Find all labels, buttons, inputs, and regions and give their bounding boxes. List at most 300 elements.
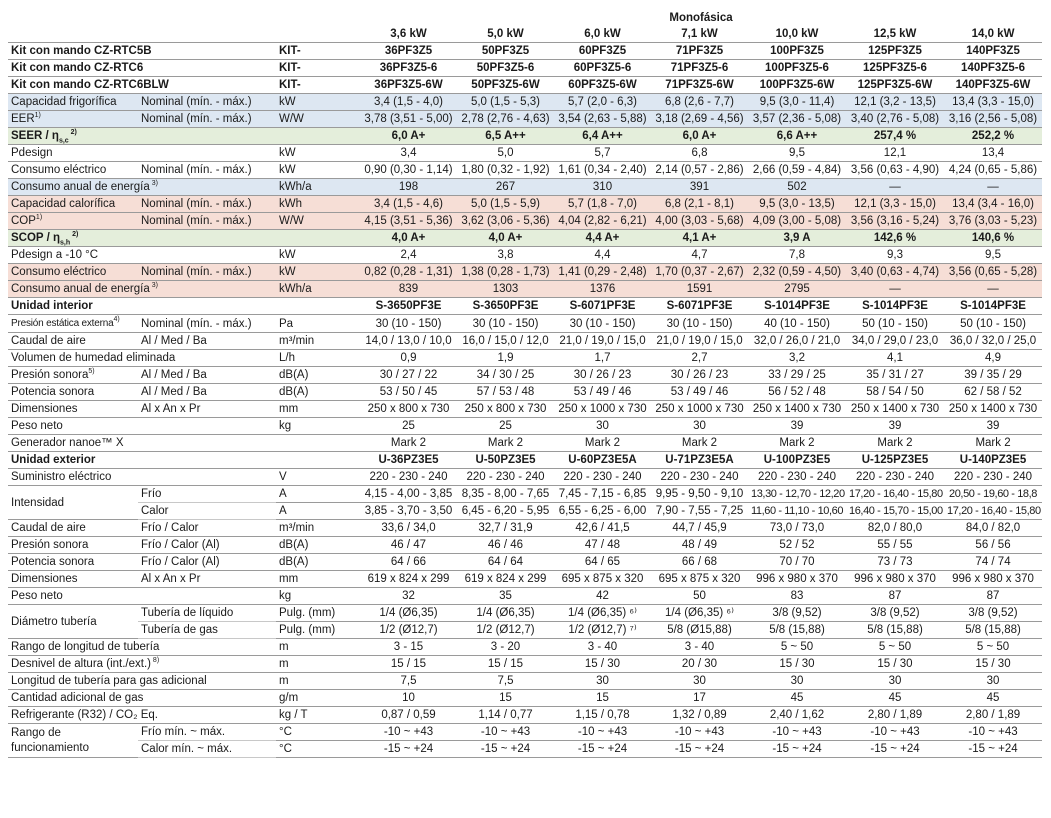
row-unit: Pa — [276, 315, 360, 333]
spec-value: 15 / 15 — [360, 656, 457, 673]
row-label-text: Generador nanoe™ X — [11, 437, 124, 449]
power-header: 12,5 kW — [846, 26, 944, 43]
row-label-text: Presión estática externa — [11, 318, 114, 329]
spec-value: 9,5 (3,0 - 13,5) — [748, 196, 846, 213]
spec-value: 17,20 - 16,40 - 15,80 — [846, 486, 944, 503]
spec-value: 1,7 — [554, 350, 651, 367]
row-label-text: Unidad interior — [11, 300, 93, 312]
spec-value: -15 ~ +24 — [457, 741, 554, 758]
label-subscript: s,c — [58, 137, 69, 145]
row-unit: dB(A) — [276, 367, 360, 384]
spec-value: 5,7 (2,0 - 6,3) — [554, 94, 651, 111]
spec-value: 30 — [944, 673, 1042, 690]
spec-value: 30 — [748, 673, 846, 690]
spec-value: 4,0 A+ — [360, 230, 457, 247]
spec-value: 39 — [944, 418, 1042, 435]
spec-value: 74 / 74 — [944, 554, 1042, 571]
spec-value: 4,00 (3,03 - 5,68) — [651, 213, 748, 230]
spec-value: 7,8 — [748, 247, 846, 264]
spec-value: 3,56 (3,16 - 5,24) — [846, 213, 944, 230]
spec-value: 36PF3Z5-6W — [360, 77, 457, 94]
spec-value: 21,0 / 19,0 / 15,0 — [651, 333, 748, 350]
row-unit: KIT- — [276, 60, 360, 77]
spec-row-presion-son-int — [8, 367, 1042, 384]
spec-value: 220 - 230 - 240 — [944, 469, 1042, 486]
row-sub-label: Al x An x Pr — [138, 401, 276, 418]
spec-value: 6,55 - 6,25 - 6,00 — [554, 503, 651, 520]
spec-value: U-36PZ3E5 — [360, 452, 457, 469]
spec-value: 8,35 - 8,00 - 7,65 — [457, 486, 554, 503]
row-unit: mm — [276, 571, 360, 588]
spec-value: 100PF3Z5-6 — [748, 60, 846, 77]
row-label — [8, 401, 138, 418]
row-label — [8, 656, 276, 673]
spec-value: Mark 2 — [360, 435, 457, 452]
spec-value: 4,15 - 4,00 - 3,85 — [360, 486, 457, 503]
spec-value: 125PF3Z5 — [846, 43, 944, 60]
spec-row-caudal-ext — [8, 520, 1042, 537]
row-unit: kW — [276, 264, 360, 281]
spec-value: 3 - 20 — [457, 639, 554, 656]
spec-value: U-71PZ3E5A — [651, 452, 748, 469]
spec-value: -15 ~ +24 — [846, 741, 944, 758]
spec-value: 5,0 (1,5 - 5,9) — [457, 196, 554, 213]
spec-value: 20 / 30 — [651, 656, 748, 673]
spec-value: 250 x 1400 x 730 — [944, 401, 1042, 418]
spec-value: 1,80 (0,32 - 1,92) — [457, 162, 554, 179]
spec-value: 42,6 / 41,5 — [554, 520, 651, 537]
spec-value: 3,57 (2,36 - 5,08) — [748, 111, 846, 128]
row-label — [8, 281, 276, 298]
spec-value: -10 ~ +43 — [944, 724, 1042, 741]
spec-row-dim-ext — [8, 571, 1042, 588]
spec-value: 15 / 30 — [846, 656, 944, 673]
spec-row-cant-gas — [8, 690, 1042, 707]
spec-value: 13,4 (3,3 - 15,0) — [944, 94, 1042, 111]
spec-value: 30 — [554, 418, 651, 435]
spec-value: 17 — [651, 690, 748, 707]
spec-value: 56 / 56 — [944, 537, 1042, 554]
spec-value: 3 - 40 — [554, 639, 651, 656]
spec-value: — — [846, 179, 944, 196]
spec-value: Mark 2 — [846, 435, 944, 452]
spec-value: 16,40 - 15,70 - 15,00 — [846, 503, 944, 520]
row-group-label: Rango de funcionamiento — [8, 724, 138, 758]
spec-value: 6,8 (2,1 - 8,1) — [651, 196, 748, 213]
spec-row-kit-rtc6 — [8, 60, 1042, 77]
spec-value: 0,87 / 0,59 — [360, 707, 457, 724]
spec-value: S-1014PF3E — [748, 298, 846, 315]
spec-value: U-60PZ3E5A — [554, 452, 651, 469]
row-label — [8, 554, 138, 571]
spec-row-consumo-h — [8, 264, 1042, 281]
spec-row-anual-c — [8, 179, 1042, 196]
row-unit: m — [276, 673, 360, 690]
row-unit: kW — [276, 247, 360, 264]
spec-value: 3,16 (2,56 - 5,08) — [944, 111, 1042, 128]
row-label — [8, 571, 138, 588]
row-unit: KIT- — [276, 43, 360, 60]
row-label-text: Volumen de humedad eliminada — [11, 352, 176, 364]
spec-value: 1,15 / 0,78 — [554, 707, 651, 724]
spec-value: 9,5 (3,0 - 11,4) — [748, 94, 846, 111]
spec-value: 87 — [846, 588, 944, 605]
row-label — [8, 418, 276, 435]
spec-row-cap-cal — [8, 196, 1042, 213]
spec-value: 4,04 (2,82 - 6,21) — [554, 213, 651, 230]
spec-row-consumo-c — [8, 162, 1042, 179]
row-label-text: Refrigerante (R32) / CO₂ Eq. — [11, 709, 158, 721]
spec-value: 3,4 — [360, 145, 457, 162]
spec-value: 35 / 31 / 27 — [846, 367, 944, 384]
spec-value: 5,7 (1,8 - 7,0) — [554, 196, 651, 213]
spec-value: 3,78 (3,51 - 5,00) — [360, 111, 457, 128]
spec-row-peso-ext — [8, 588, 1042, 605]
row-unit: W/W — [276, 111, 360, 128]
spec-value: 64 / 65 — [554, 554, 651, 571]
row-label-text: Dimensiones — [11, 573, 78, 585]
spec-value: S-1014PF3E — [944, 298, 1042, 315]
row-unit: dB(A) — [276, 537, 360, 554]
spec-value: 3,4 (1,5 - 4,6) — [360, 196, 457, 213]
spec-value: 2,78 (2,76 - 4,63) — [457, 111, 554, 128]
power-header: 6,0 kW — [554, 26, 651, 43]
spec-value: 1/2 (Ø12,7) — [457, 622, 554, 639]
row-label — [8, 60, 276, 77]
row-label — [8, 435, 276, 452]
row-label-text: Longitud de tubería para gas adicional — [11, 675, 207, 687]
spec-value: 14,0 / 13,0 / 10,0 — [360, 333, 457, 350]
spec-value: 3/8 (9,52) — [846, 605, 944, 622]
spec-row-potencia-son-ext — [8, 554, 1042, 571]
spec-value: 0,90 (0,30 - 1,14) — [360, 162, 457, 179]
spec-value: 1,9 — [457, 350, 554, 367]
spec-row-rango-calor — [8, 741, 1042, 758]
spec-row-int-frio — [8, 486, 1042, 503]
spec-value: 5,0 — [457, 145, 554, 162]
spec-value: 1376 — [554, 281, 651, 298]
row-label — [8, 384, 138, 401]
row-label-text: Peso neto — [11, 420, 63, 432]
row-unit: kg / T — [276, 707, 360, 724]
row-label-text: Rango de longitud de tubería — [11, 641, 160, 653]
spec-value: 87 — [944, 588, 1042, 605]
spec-value: -10 ~ +43 — [360, 724, 457, 741]
spec-value: 2,80 / 1,89 — [944, 707, 1042, 724]
row-sub-label: Frío — [138, 486, 276, 503]
spec-value: 9,5 — [748, 145, 846, 162]
spec-value: 220 - 230 - 240 — [651, 469, 748, 486]
spec-value: 250 x 1000 x 730 — [554, 401, 651, 418]
row-sub-label: Nominal (mín. - máx.) — [138, 94, 276, 111]
spec-value: 6,45 - 6,20 - 5,95 — [457, 503, 554, 520]
spec-value: S-6071PF3E — [651, 298, 748, 315]
spec-value: 70 / 70 — [748, 554, 846, 571]
row-sub-label: Frío / Calor — [138, 520, 276, 537]
spec-row-cop — [8, 213, 1042, 230]
row-label — [8, 469, 276, 486]
row-unit — [276, 452, 360, 469]
spec-value: 52 / 52 — [748, 537, 846, 554]
spec-value: 1,70 (0,37 - 2,67) — [651, 264, 748, 281]
row-label — [8, 350, 276, 367]
spec-row-tub-liq — [8, 605, 1042, 622]
spec-value: 7,90 - 7,55 - 7,25 — [651, 503, 748, 520]
spec-row-seer — [8, 128, 1042, 145]
spec-value: 36PF3Z5-6 — [360, 60, 457, 77]
spec-value: 45 — [846, 690, 944, 707]
spec-value: 13,4 (3,4 - 16,0) — [944, 196, 1042, 213]
spec-value: 100PF3Z5 — [748, 43, 846, 60]
row-unit: °C — [276, 724, 360, 741]
row-unit: mm — [276, 401, 360, 418]
footnote-marker: 1) — [34, 112, 41, 120]
spec-value: 32,7 / 31,9 — [457, 520, 554, 537]
row-label — [8, 367, 138, 384]
footnote-marker: 5) — [88, 368, 95, 376]
row-unit: dB(A) — [276, 384, 360, 401]
spec-value: 36,0 / 32,0 / 25,0 — [944, 333, 1042, 350]
row-group-label: Intensidad — [8, 486, 138, 520]
row-unit: kWh/a — [276, 281, 360, 298]
row-label-text: Cantidad adicional de gas — [11, 692, 144, 704]
spec-value: 695 x 875 x 320 — [651, 571, 748, 588]
spec-value: 220 - 230 - 240 — [846, 469, 944, 486]
spec-value: 4,9 — [944, 350, 1042, 367]
spec-value: 30 (10 - 150) — [554, 315, 651, 333]
row-unit — [276, 128, 360, 145]
spec-value: 53 / 50 / 45 — [360, 384, 457, 401]
spec-value: 2,66 (0,59 - 4,84) — [748, 162, 846, 179]
spec-value: 5,7 — [554, 145, 651, 162]
spec-value: 100PF3Z5-6W — [748, 77, 846, 94]
row-label — [8, 315, 138, 333]
spec-value: 3,9 A — [748, 230, 846, 247]
row-sub-label: Nominal (mín. - máx.) — [138, 111, 276, 128]
spec-value: 619 x 824 x 299 — [457, 571, 554, 588]
spec-value: 3,40 (2,76 - 5,08) — [846, 111, 944, 128]
row-unit: kW — [276, 145, 360, 162]
row-label-text: Capacidad calorífica — [11, 198, 116, 210]
spec-value: 25 — [360, 418, 457, 435]
power-header: 10,0 kW — [748, 26, 846, 43]
spec-value: 84,0 / 82,0 — [944, 520, 1042, 537]
row-label-text: Presión sonora — [11, 539, 89, 551]
spec-value: Mark 2 — [651, 435, 748, 452]
spec-value: -15 ~ +24 — [651, 741, 748, 758]
row-label-text: Desnivel de altura (int./ext.) — [11, 658, 151, 670]
row-label-text: Dimensiones — [11, 403, 78, 415]
spec-value: 695 x 875 x 320 — [554, 571, 651, 588]
spec-value: 3,56 (0,63 - 4,90) — [846, 162, 944, 179]
row-label — [8, 247, 276, 264]
spec-row-potencia-son-int — [8, 384, 1042, 401]
spec-value: 1/4 (Ø6,35) — [457, 605, 554, 622]
spec-row-pdesign-c — [8, 145, 1042, 162]
spec-row-long-gas — [8, 673, 1042, 690]
row-group-label: Diámetro tubería — [8, 605, 138, 639]
spec-value: 62 / 58 / 52 — [944, 384, 1042, 401]
row-label-text: SCOP / η — [11, 232, 60, 244]
spec-value: 50 — [651, 588, 748, 605]
spec-value: 42 — [554, 588, 651, 605]
spec-value: 30 / 26 / 23 — [651, 367, 748, 384]
spec-value: 391 — [651, 179, 748, 196]
spec-value: 1,38 (0,28 - 1,73) — [457, 264, 554, 281]
spec-value: 60PF3Z5-6W — [554, 77, 651, 94]
spec-value: 140PF3Z5 — [944, 43, 1042, 60]
spec-value: 12,1 (3,3 - 15,0) — [846, 196, 944, 213]
row-label — [8, 298, 276, 315]
spec-value: 1/4 (Ø6,35) — [360, 605, 457, 622]
spec-value: S-6071PF3E — [554, 298, 651, 315]
spec-value: 2,7 — [651, 350, 748, 367]
spec-value: 64 / 66 — [360, 554, 457, 571]
spec-value: 6,6 A++ — [748, 128, 846, 145]
row-label — [8, 162, 138, 179]
footnote-marker: 4) — [113, 316, 120, 324]
spec-value: 73 / 73 — [846, 554, 944, 571]
row-unit: KIT- — [276, 77, 360, 94]
row-label-text: Consumo eléctrico — [11, 266, 107, 278]
spec-value: 4,1 — [846, 350, 944, 367]
spec-value: 60PF3Z5-6 — [554, 60, 651, 77]
spec-value: 125PF3Z5-6W — [846, 77, 944, 94]
spec-value: 39 — [748, 418, 846, 435]
spec-value: 64 / 64 — [457, 554, 554, 571]
spec-value: 48 / 49 — [651, 537, 748, 554]
spec-value: 250 x 1400 x 730 — [748, 401, 846, 418]
row-sub-label: Calor mín. ~ máx. — [138, 741, 276, 758]
spec-value: -10 ~ +43 — [554, 724, 651, 741]
row-unit: m³/min — [276, 333, 360, 350]
spec-value: Mark 2 — [457, 435, 554, 452]
power-header: 7,1 kW — [651, 26, 748, 43]
spec-row-cap-frig — [8, 94, 1042, 111]
spec-value: -10 ~ +43 — [846, 724, 944, 741]
spec-value: 34,0 / 29,0 / 23,0 — [846, 333, 944, 350]
spec-value: 2,4 — [360, 247, 457, 264]
row-sub-label: Tubería de gas — [138, 622, 276, 639]
row-label-text: SEER / η — [11, 130, 59, 142]
row-unit: kWh — [276, 196, 360, 213]
spec-value: 5/8 (15,88) — [748, 622, 846, 639]
spec-value: 30 (10 - 150) — [457, 315, 554, 333]
spec-value: 1/4 (Ø6,35) ⁶⁾ — [554, 605, 651, 622]
row-label — [8, 43, 276, 60]
label-subscript: s,h — [60, 239, 71, 247]
row-sub-label: Calor — [138, 503, 276, 520]
spec-value: 220 - 230 - 240 — [360, 469, 457, 486]
spec-value: 32,0 / 26,0 / 21,0 — [748, 333, 846, 350]
spec-value: 30 — [554, 673, 651, 690]
spec-value: 25 — [457, 418, 554, 435]
row-label-text: Unidad exterior — [11, 454, 96, 466]
spec-value: -15 ~ +24 — [748, 741, 846, 758]
spec-value: U-140PZ3E5 — [944, 452, 1042, 469]
row-label — [8, 264, 138, 281]
spec-value: 20,50 - 19,60 - 18,8 — [944, 486, 1042, 503]
spec-row-presion-est — [8, 315, 1042, 333]
footnote-marker: 3) — [149, 282, 158, 290]
spec-value: 45 — [748, 690, 846, 707]
row-unit: kWh/a — [276, 179, 360, 196]
spec-value: Mark 2 — [944, 435, 1042, 452]
spec-value: 1591 — [651, 281, 748, 298]
row-unit: kg — [276, 588, 360, 605]
spec-value: — — [944, 179, 1042, 196]
spec-value: 34 / 30 / 25 — [457, 367, 554, 384]
spec-value: Mark 2 — [748, 435, 846, 452]
spec-value: 3 - 40 — [651, 639, 748, 656]
footnote-marker: 2) — [70, 231, 79, 239]
spec-value: 30 — [846, 673, 944, 690]
spec-value: 3/8 (9,52) — [944, 605, 1042, 622]
row-sub-label: Frío / Calor (Al) — [138, 554, 276, 571]
row-unit — [276, 230, 360, 247]
spec-value: 30 (10 - 150) — [360, 315, 457, 333]
spec-value: 58 / 54 / 50 — [846, 384, 944, 401]
row-label — [8, 213, 138, 230]
spec-value: 1/2 (Ø12,7) — [360, 622, 457, 639]
row-label-text: Consumo eléctrico — [11, 164, 107, 176]
spec-row-scop — [8, 230, 1042, 247]
spec-value: 11,60 - 11,10 - 10,60 — [748, 503, 846, 520]
row-label-text: Pdesign — [11, 147, 53, 159]
row-unit: L/h — [276, 350, 360, 367]
row-unit: W/W — [276, 213, 360, 230]
spec-value: 220 - 230 - 240 — [748, 469, 846, 486]
spec-value: 0,82 (0,28 - 1,31) — [360, 264, 457, 281]
spec-row-dim-int — [8, 401, 1042, 418]
spec-value: 47 / 48 — [554, 537, 651, 554]
spec-value: 15 / 30 — [748, 656, 846, 673]
row-unit — [276, 435, 360, 452]
spec-value: 2,80 / 1,89 — [846, 707, 944, 724]
spec-row-caudal-int — [8, 333, 1042, 350]
spec-value: 3,2 — [748, 350, 846, 367]
row-label — [8, 333, 138, 350]
spec-value: S-3650PF3E — [360, 298, 457, 315]
row-sub-label: Al / Med / Ba — [138, 384, 276, 401]
spec-value: 3,8 — [457, 247, 554, 264]
spec-value: 2795 — [748, 281, 846, 298]
spec-value: 15 / 15 — [457, 656, 554, 673]
spec-value: U-125PZ3E5 — [846, 452, 944, 469]
spec-value: 5/8 (15,88) — [944, 622, 1042, 639]
row-label — [8, 111, 138, 128]
spec-value: 50PF3Z5-6W — [457, 77, 554, 94]
spec-row-rango-long — [8, 639, 1042, 656]
spec-value: -15 ~ +24 — [360, 741, 457, 758]
spec-value: 3,4 (1,5 - 4,0) — [360, 94, 457, 111]
spec-value: 4,15 (3,51 - 5,36) — [360, 213, 457, 230]
row-label-text: Kit con mando CZ-RTC6BLW — [11, 79, 169, 91]
spec-value: 46 / 46 — [457, 537, 554, 554]
row-label — [8, 179, 276, 196]
spec-value: 502 — [748, 179, 846, 196]
spec-value: S-3650PF3E — [457, 298, 554, 315]
spec-value: 35 — [457, 588, 554, 605]
spec-value: 996 x 980 x 370 — [944, 571, 1042, 588]
spec-value: 3,85 - 3,70 - 3,50 — [360, 503, 457, 520]
spec-value: 0,9 — [360, 350, 457, 367]
row-label-text: Peso neto — [11, 590, 63, 602]
footnote-marker: 2) — [68, 129, 77, 137]
spec-value: S-1014PF3E — [846, 298, 944, 315]
spec-value: 198 — [360, 179, 457, 196]
spec-value: 4,4 A+ — [554, 230, 651, 247]
